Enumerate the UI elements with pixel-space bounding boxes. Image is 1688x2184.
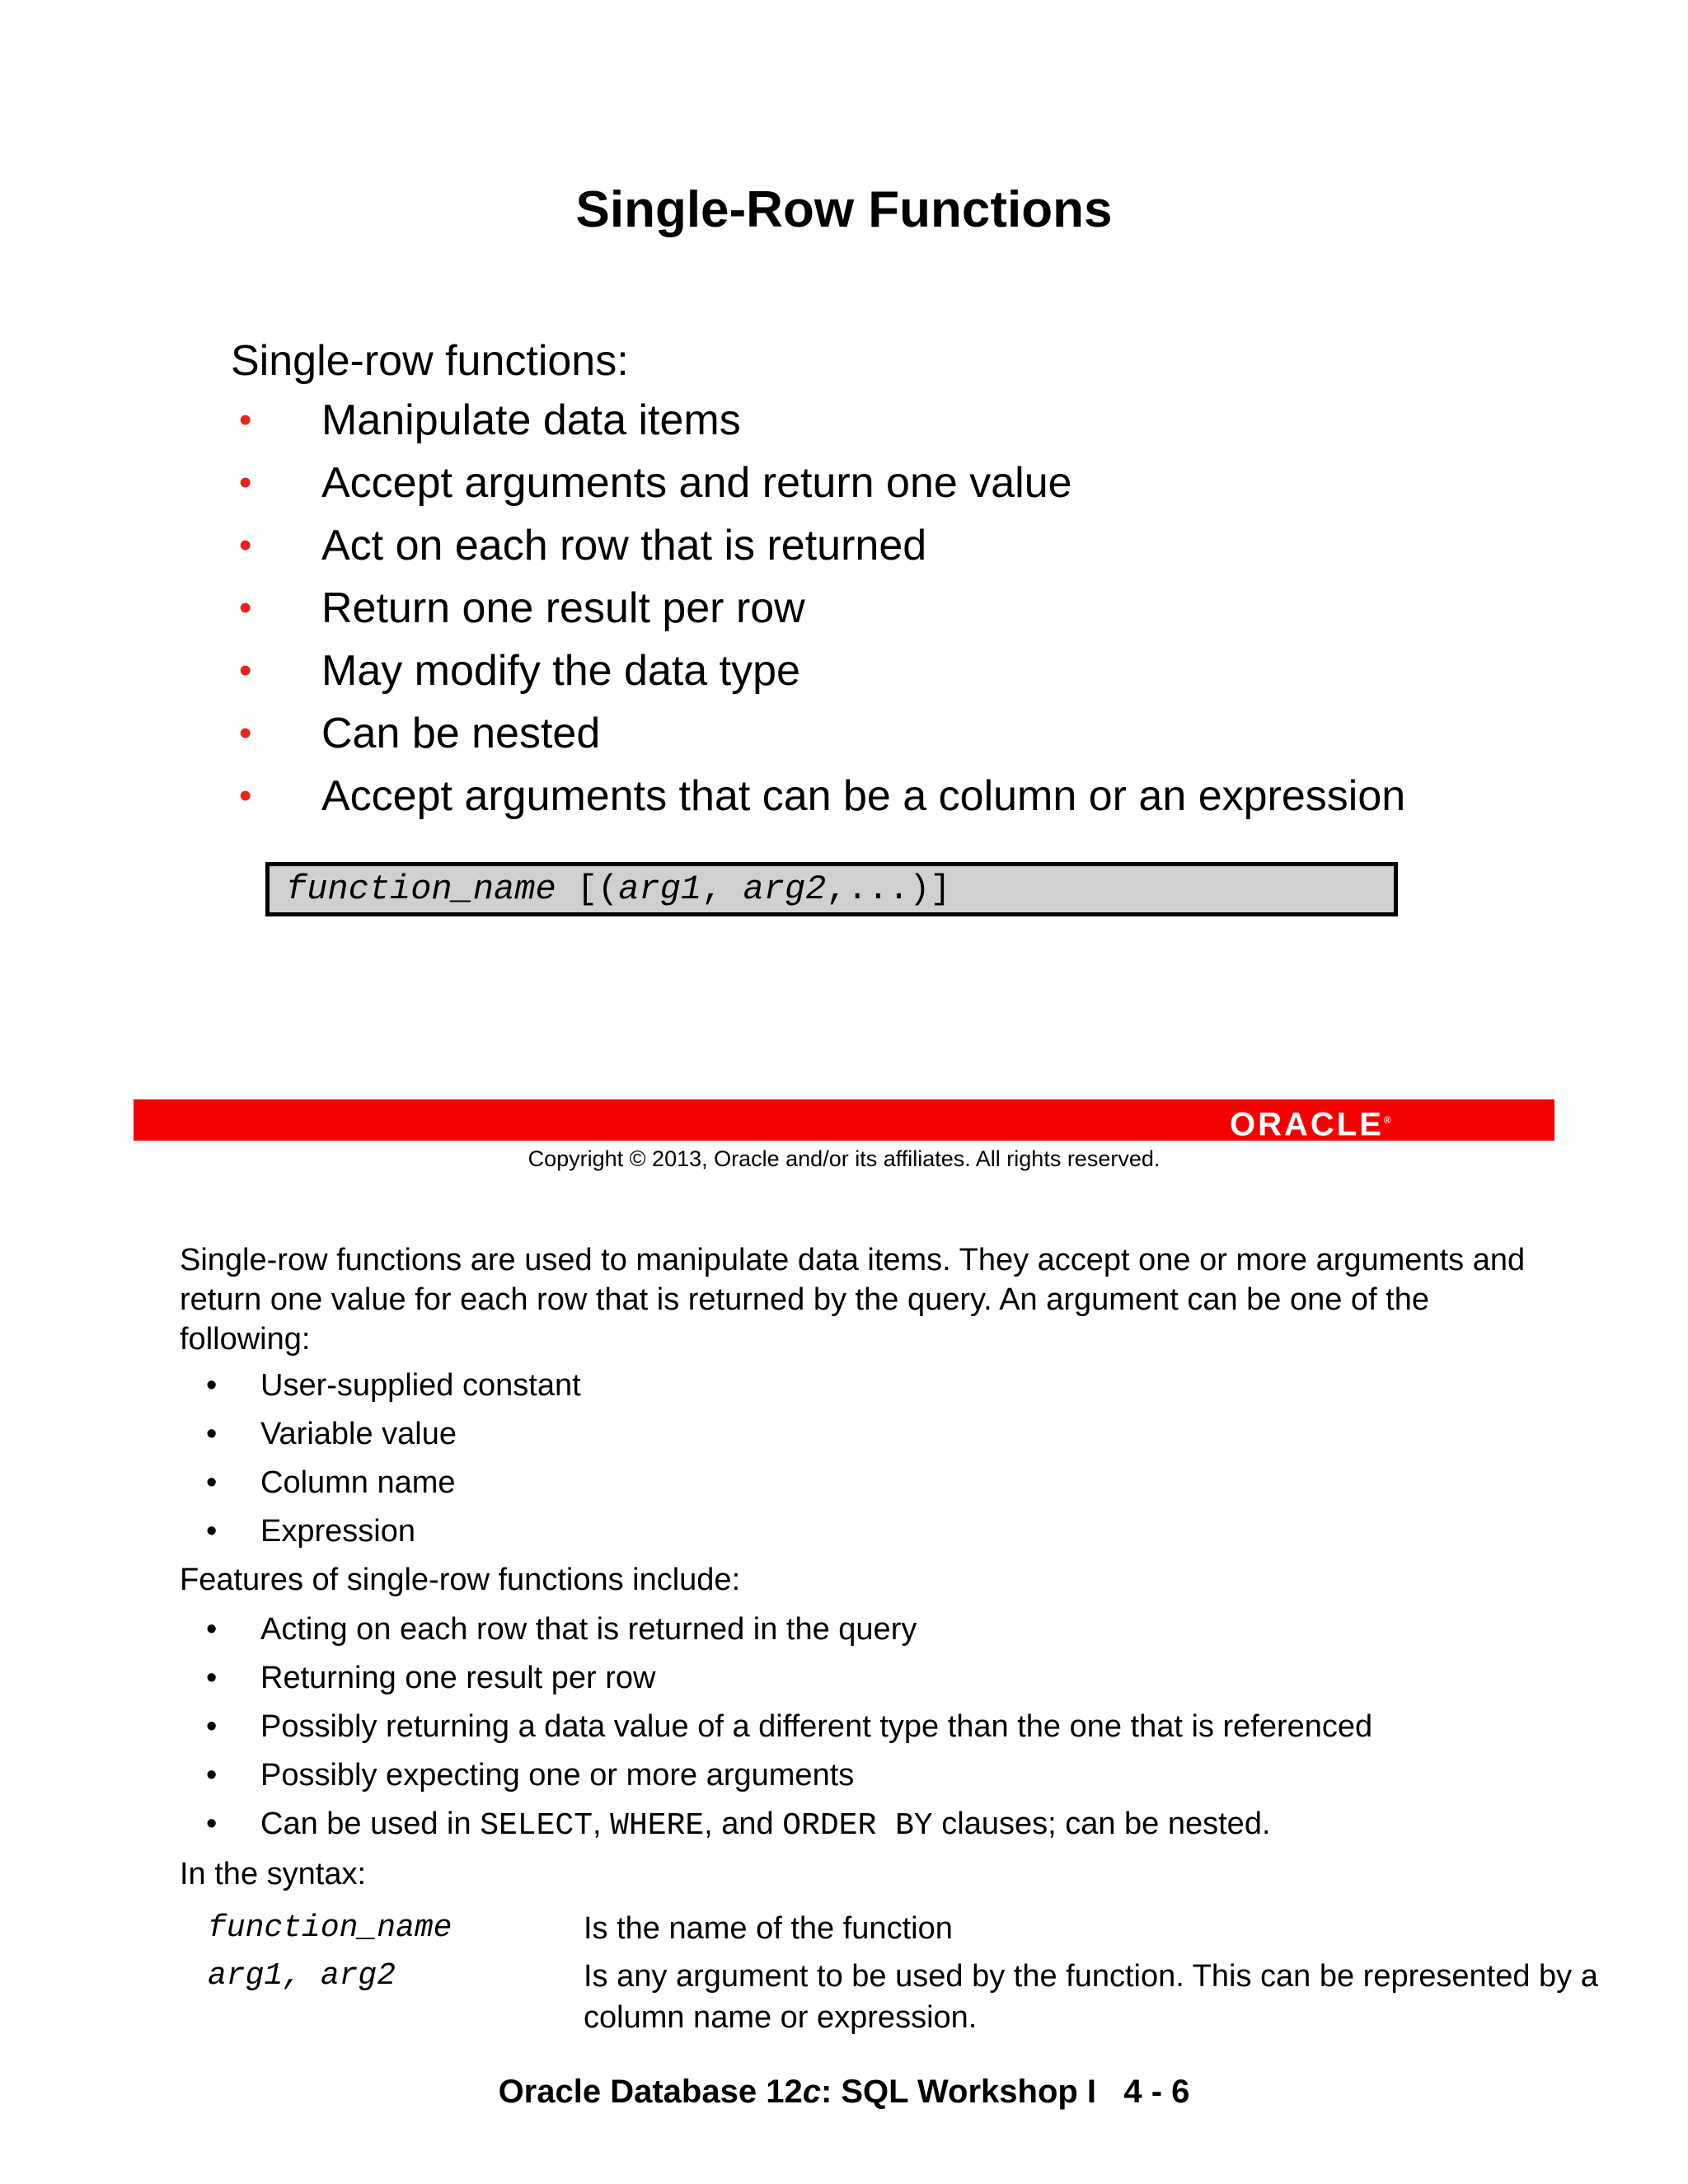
features-list (180, 1610, 1531, 1853)
syntax-description: Is any argument to be used by the function. This can be represented by a column name or expression. (584, 1959, 1598, 2035)
copyright-text: Copyright © 2013, Oracle and/or its affiliates. All rights reserved. (528, 1146, 1160, 1171)
list-item: • Possibly returning a data value of a different type than the one that is referenced (180, 1707, 1531, 1755)
list-item: • Column name (180, 1463, 1531, 1511)
page-footer: Oracle Database 12c: SQL Workshop I 4 - 6 (498, 2074, 1190, 2110)
list-item: • Variable value (180, 1414, 1531, 1463)
argument-type-list (180, 1366, 1531, 1560)
list-item: • Returning one result per row (180, 1658, 1531, 1707)
list-item: • User-supplied constant (180, 1366, 1531, 1414)
slide-title: Single-Row Functions (575, 181, 1113, 238)
syntax-box: function_name [(arg1, arg2,...)] (265, 862, 1398, 916)
notes-paragraph: Single-row functions are used to manipulate data items. They accept one or more arguments and return one value for each row that is returned by the query. An argument can be one of the following: (180, 1243, 1526, 1357)
bullet-icon: • (206, 1661, 218, 1695)
list-item: • Possibly expecting one or more arguments (180, 1755, 1531, 1804)
syntax-description: Is the name of the function (584, 1911, 953, 1946)
bullet-icon: • (206, 1514, 218, 1549)
slide-bullet: • Accept arguments and return one value (239, 459, 1072, 507)
slide-bullet: • May modify the data type (239, 647, 800, 695)
oracle-logo: ORACLE® (1230, 1106, 1391, 1143)
slide-bullet: • Accept arguments that can be a column or an expression (239, 772, 1406, 820)
bullet-icon: • (239, 462, 252, 503)
features-heading: Features of single-row functions include: (180, 1563, 741, 1597)
slide-intro: Single-row functions: (231, 337, 629, 385)
bullet-icon: • (239, 650, 252, 691)
syntax-term: arg1, arg2 (208, 1958, 396, 1994)
bullet-icon: • (239, 713, 252, 753)
bullet-icon: • (206, 1758, 218, 1793)
bullet-icon: • (206, 1709, 218, 1744)
slide-bullet: • Manipulate data items (239, 396, 741, 444)
bullet-icon: • (206, 1368, 218, 1403)
bullet-icon: • (206, 1465, 218, 1500)
slide-bullet: • Can be nested (239, 710, 601, 757)
bullet-icon: • (239, 400, 252, 440)
bullet-icon: • (239, 588, 252, 628)
bullet-icon: • (239, 776, 252, 816)
bullet-icon: • (206, 1612, 218, 1647)
list-item: • Expression (180, 1511, 1531, 1560)
slide-bullet-list (239, 396, 1405, 834)
slide-bullet: • Return one result per row (239, 584, 805, 632)
syntax-term: function_name (208, 1910, 452, 1946)
bullet-icon: • (206, 1417, 218, 1451)
syntax-heading: In the syntax: (180, 1857, 367, 1891)
slide-bullet: • Act on each row that is returned (239, 522, 927, 569)
bullet-icon: • (239, 525, 252, 565)
list-item: • Can be used in SELECT, WHERE, and ORDER BY clauses; can be nested. (180, 1804, 1531, 1853)
bullet-icon: • (206, 1807, 218, 1841)
list-item: • Acting on each row that is returned in the query (180, 1610, 1531, 1658)
